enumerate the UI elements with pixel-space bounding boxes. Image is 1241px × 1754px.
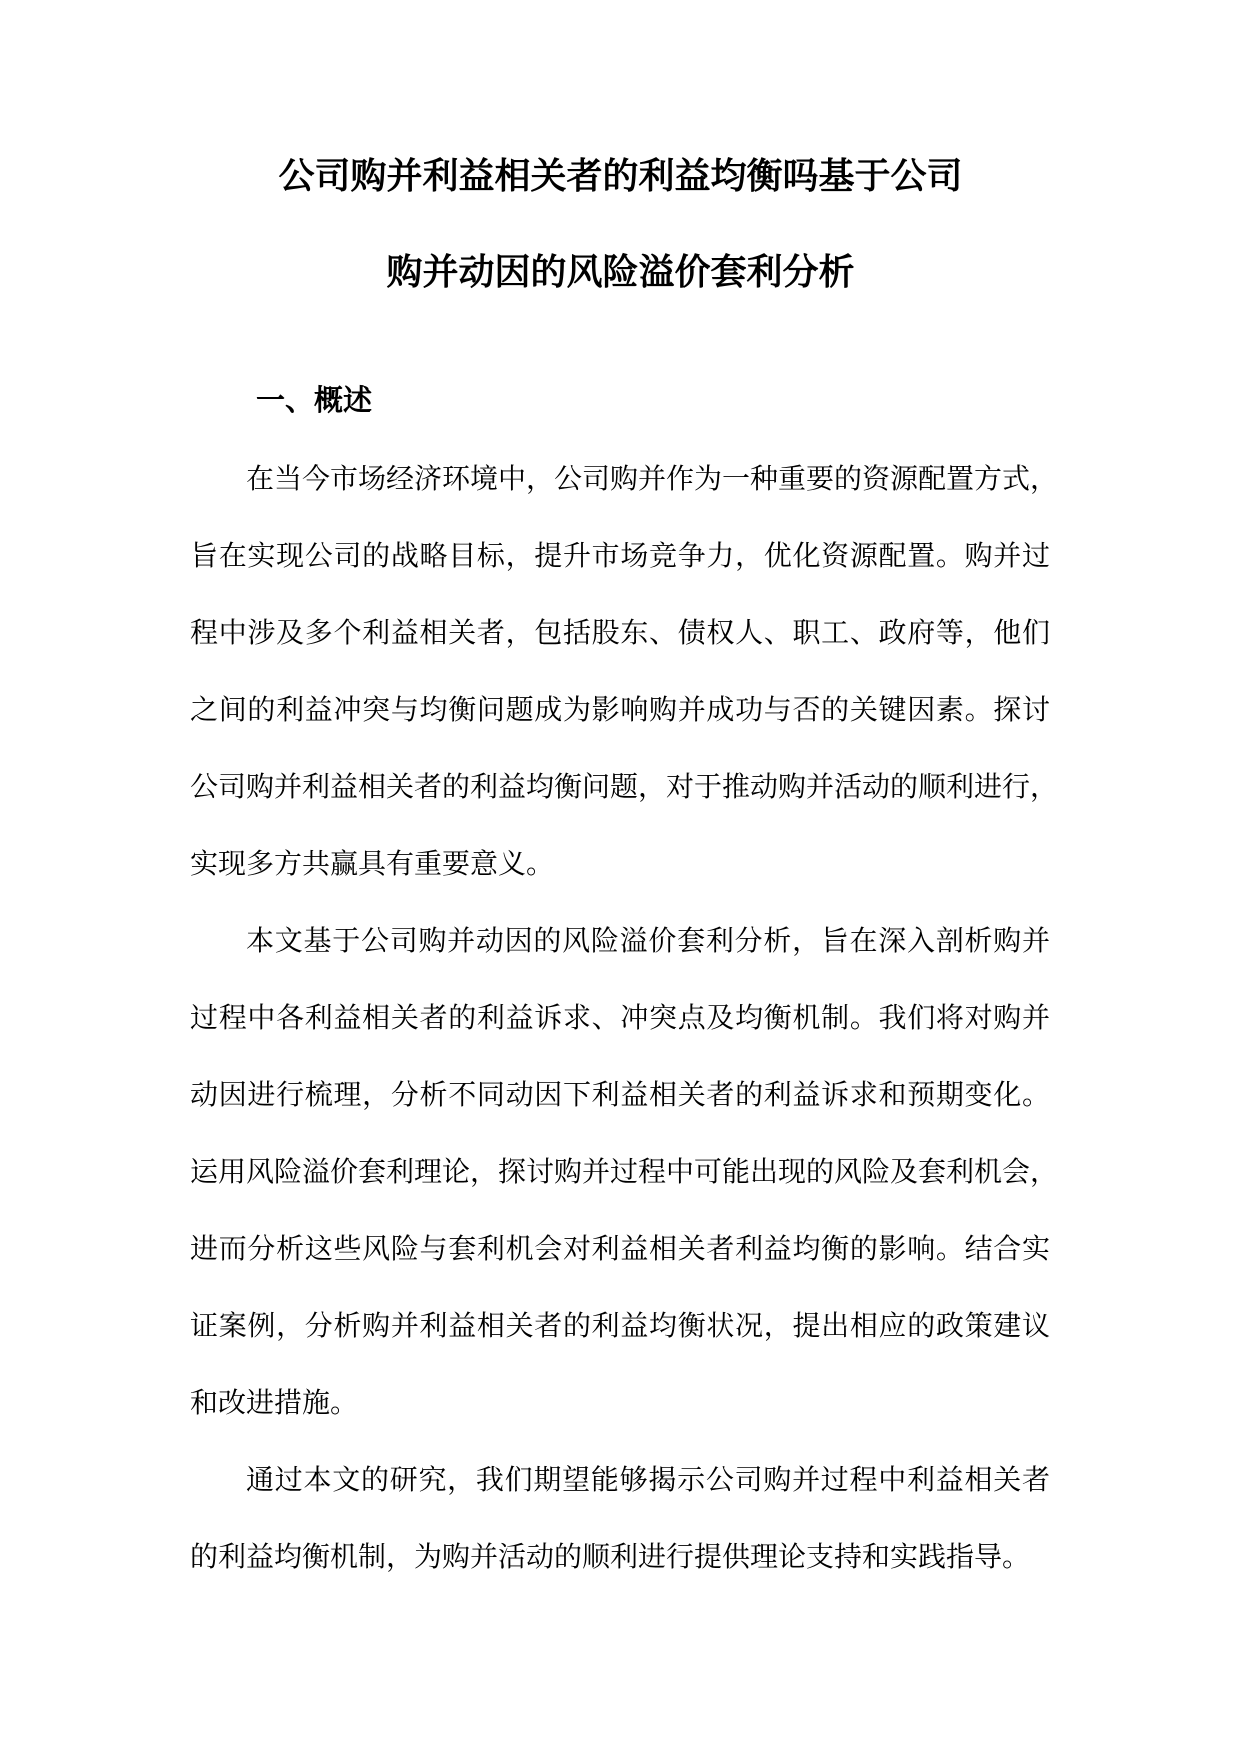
paragraph-1-line-4: 之间的利益冲突与均衡问题成为影响购并成功与否的关键因素。探讨 <box>190 693 1050 726</box>
section-heading: 一、概述 <box>256 383 373 417</box>
paragraph-1-line-5: 公司购并利益相关者的利益均衡问题，对于推动购并活动的顺利进行， <box>190 770 1059 803</box>
paragraph-1-line-6: 实现多方共赢具有重要意义。 <box>190 847 555 880</box>
paragraph-1-line-3: 程中涉及多个利益相关者，包括股东、债权人、职工、政府等，他们 <box>190 616 1050 649</box>
paragraph-2-line-5: 进而分析这些风险与套利机会对利益相关者利益均衡的影响。结合实 <box>190 1232 1050 1265</box>
document-title-line-2: 购并动因的风险溢价套利分析 <box>386 252 855 293</box>
paragraph-3-line-2: 的利益均衡机制，为购并活动的顺利进行提供理论支持和实践指导。 <box>190 1540 1031 1573</box>
paragraph-2-line-2: 过程中各利益相关者的利益诉求、冲突点及均衡机制。我们将对购并 <box>190 1001 1050 1034</box>
document-title-line-1: 公司购并利益相关者的利益均衡吗基于公司 <box>278 156 963 197</box>
paragraph-2-line-7: 和改进措施。 <box>190 1386 359 1419</box>
paragraph-3-line-1: 通过本文的研究，我们期望能够揭示公司购并过程中利益相关者 <box>246 1463 1050 1496</box>
paragraph-1-line-2: 旨在实现公司的战略目标，提升市场竞争力，优化资源配置。购并过 <box>190 539 1050 572</box>
paragraph-2-line-6: 证案例，分析购并利益相关者的利益均衡状况，提出相应的政策建议 <box>190 1309 1050 1342</box>
paragraph-2-line-3: 动因进行梳理，分析不同动因下利益相关者的利益诉求和预期变化。 <box>190 1078 1050 1111</box>
paragraph-1-line-1: 在当今市场经济环境中，公司购并作为一种重要的资源配置方式， <box>246 462 1059 495</box>
paragraph-2-line-4: 运用风险溢价套利理论，探讨购并过程中可能出现的风险及套利机会， <box>190 1155 1059 1188</box>
paragraph-2-line-1: 本文基于公司购并动因的风险溢价套利分析，旨在深入剖析购并 <box>246 924 1050 957</box>
